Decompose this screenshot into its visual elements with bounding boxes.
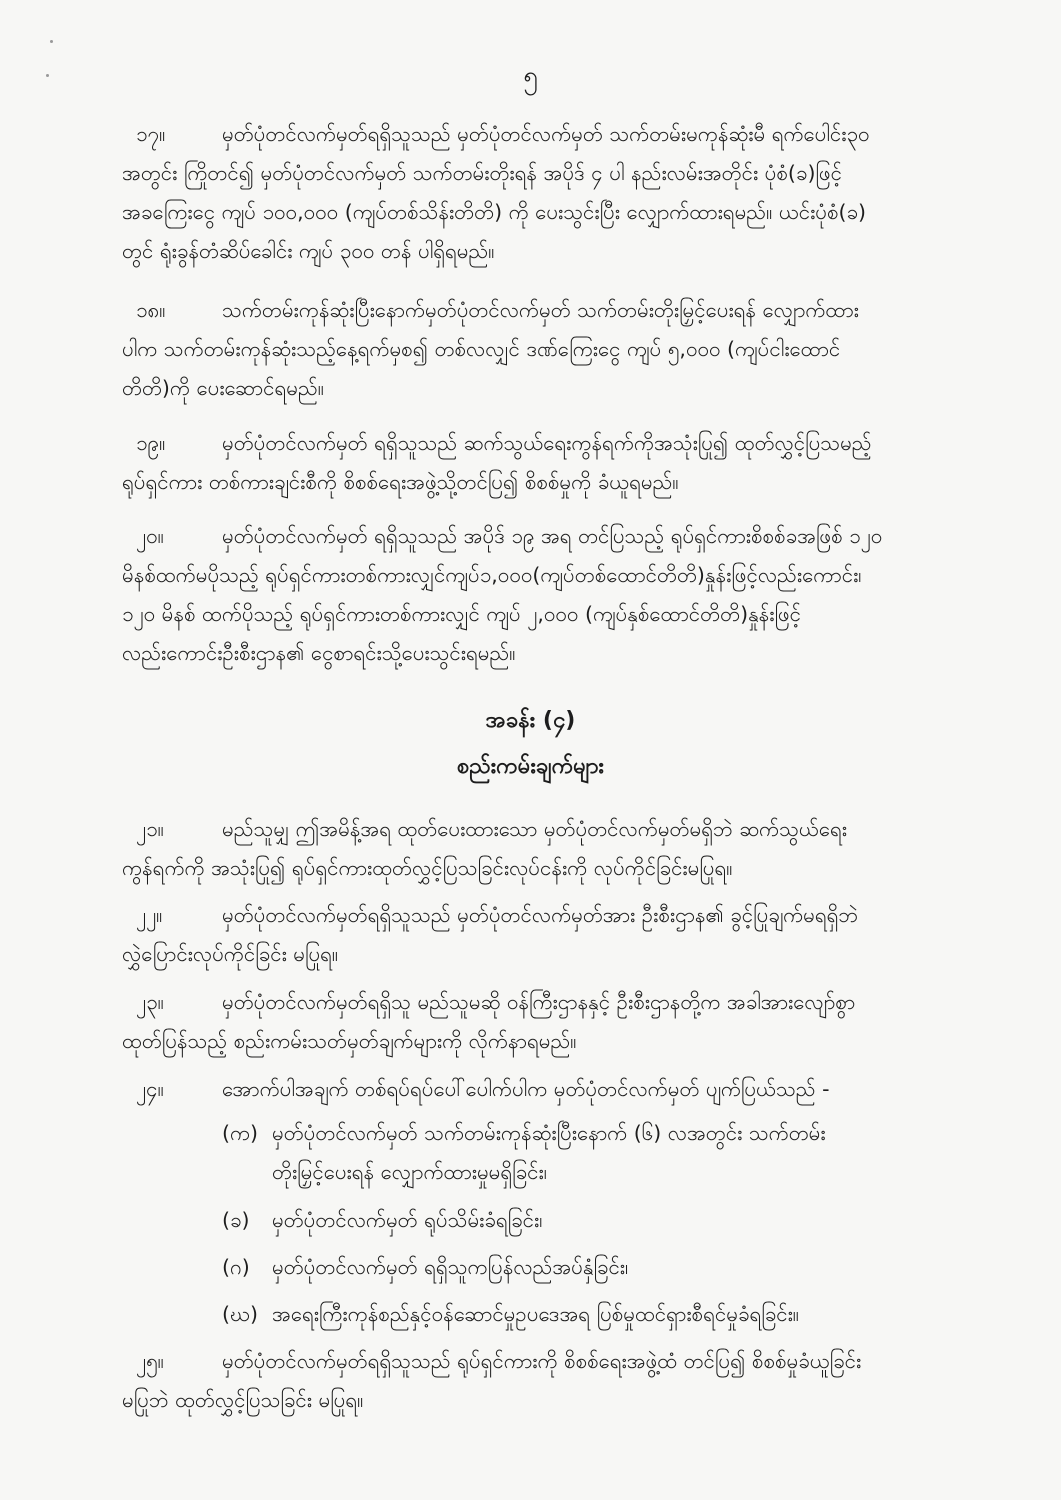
- section-number: ၂၀။: [136, 524, 164, 548]
- paragraph-line: ထုတ်ပြန်သည့် စည်းကမ်းသတ်မှတ်ချက်များကို လိုက်နာရမည်။: [122, 1029, 577, 1053]
- section-number: ၁၈။: [136, 298, 166, 322]
- paragraph-line: သက်တမ်းကုန်ဆုံးပြီးနောက်မှတ်ပုံတင်လက်မှတ် သက်တမ်းတိုးမြှင့်ပေးရန် လျှောက်ထား: [222, 298, 859, 322]
- list-item: တိုးမြှင့်ပေးရန် လျှောက်ထားမှုမရှိခြင်း၊: [272, 1160, 547, 1184]
- paragraph-line: မပြုဘဲ ထုတ်လွှင့်ပြသခြင်း မပြုရ။: [122, 1388, 364, 1412]
- paragraph-line: မှတ်ပုံတင်လက်မှတ်ရရှိသူသည် မှတ်ပုံတင်လက်မှတ်အား ဦးစီးဌာန၏ ခွင့်ပြုချက်မရရှိဘဲ: [222, 903, 859, 927]
- paragraph-line: မှတ်ပုံတင်လက်မှတ်ရရှိသူသည် မှတ်ပုံတင်လက်မှတ် သက်တမ်းမကုန်ဆုံးမီ ရက်ပေါင်း၃၀: [222, 122, 870, 146]
- chapter-title: အခန်း (၄): [485, 708, 576, 733]
- list-item: မှတ်ပုံတင်လက်မှတ် ရရှိသူကပြန်လည်အပ်နှံခြင်း၊: [272, 1255, 629, 1279]
- scan-speck: [50, 40, 53, 43]
- paragraph-line: ရုပ်ရှင်ကား တစ်ကားချင်းစီကို စိစစ်ရေးအဖွဲ့သို့တင်ပြ၍ စိစစ်မှုကို ခံယူရမည်။: [122, 470, 679, 494]
- list-marker: (ဃ): [222, 1302, 258, 1326]
- paragraph-line: မှတ်ပုံတင်လက်မှတ်ရရှိသူသည် ရုပ်ရှင်ကားကို စိစစ်ရေးအဖွဲ့ထံ တင်ပြ၍ စိစစ်မှုခံယူခြင်း: [222, 1349, 862, 1373]
- section-number: ၂၂။: [136, 903, 163, 927]
- section-number: ၁၉။: [136, 431, 166, 455]
- paragraph-line: အောက်ပါအချက် တစ်ရပ်ရပ်ပေါ်ပေါက်ပါက မှတ်ပုံတင်လက်မှတ် ပျက်ပြယ်သည် -: [222, 1077, 830, 1101]
- paragraph-line: မည်သူမျှ ဤအမိန့်အရ ထုတ်ပေးထားသော မှတ်ပုံတင်လက်မှတ်မရှိဘဲ ဆက်သွယ်ရေး: [222, 817, 847, 841]
- chapter-subtitle: စည်းကမ်းချက်များ: [457, 754, 604, 779]
- list-item: မှတ်ပုံတင်လက်မှတ် သက်တမ်းကုန်ဆုံးပြီးနောက် (၆) လအတွင်း သက်တမ်း: [272, 1121, 826, 1145]
- paragraph-line: မှတ်ပုံတင်လက်မှတ် ရရှိသူသည် ဆက်သွယ်ရေးကွန်ရက်ကိုအသုံးပြု၍ ထုတ်လွှင့်ပြသမည့်: [222, 431, 872, 455]
- paragraph-line: တိတိ)ကို ပေးဆောင်ရမည်။: [122, 376, 324, 400]
- section-number: ၂၃။: [136, 990, 164, 1014]
- list-marker: (ဂ): [222, 1255, 250, 1279]
- paragraph-line: မှတ်ပုံတင်လက်မှတ် ရရှိသူသည် အပိုဒ် ၁၉ အရ တင်ပြသည့် ရုပ်ရှင်ကားစိစစ်ခအဖြစ် ၁၂၀: [222, 524, 883, 548]
- section-number: ၂၅။: [136, 1349, 164, 1373]
- section-number: ၂၁။: [136, 817, 164, 841]
- list-item: အရေးကြီးကုန်စည်နှင့်ဝန်ဆောင်မှုဥပဒေအရ ပြစ်မှုထင်ရှားစီရင်မှုခံရခြင်း။: [272, 1302, 800, 1326]
- paragraph-line: ၁၂၀ မိနစ် ထက်ပိုသည့် ရုပ်ရှင်ကားတစ်ကားလျှင် ကျပ် ၂,၀၀၀ (ကျပ်နှစ်ထောင်တိတိ)နှုန်းဖြင့်: [122, 602, 802, 626]
- list-marker: (က): [222, 1121, 259, 1145]
- paragraph-line: ကွန်ရက်ကို အသုံးပြု၍ ရုပ်ရှင်ကားထုတ်လွှင့်ပြသခြင်းလုပ်ငန်းကို လုပ်ကိုင်ခြင်းမပြုရ။: [122, 856, 733, 880]
- section-number: ၂၄။: [136, 1077, 164, 1101]
- paragraph-line: ပါက သက်တမ်းကုန်ဆုံးသည့်နေ့ရက်မှစ၍ တစ်လလျှင် ဒဏ်ကြေးငွေ ကျပ် ၅,၀၀၀ (ကျပ်ငါးထောင်: [122, 337, 841, 361]
- paragraph-line: အခကြေးငွေ ကျပ် ၁၀၀,၀၀၀ (ကျပ်တစ်သိန်းတိတိ) ကို ပေးသွင်းပြီး လျှောက်ထားရမည်။ ယင်းပုံစံ(ခ): [122, 200, 867, 224]
- list-marker: (ခ): [222, 1208, 250, 1232]
- paragraph-line: လည်းကောင်းဦးစီးဌာန၏ ငွေစာရင်းသို့ပေးသွင်းရမည်။: [122, 641, 516, 665]
- paragraph-line: အတွင်း ကြိုတင်၍ မှတ်ပုံတင်လက်မှတ် သက်တမ်းတိုးရန် အပိုဒ် ၄ ပါ နည်းလမ်းအတိုင်း ပုံစံ(ခ)ဖြင့်: [122, 161, 842, 185]
- list-item: မှတ်ပုံတင်လက်မှတ် ရုပ်သိမ်းခံရခြင်း၊: [272, 1208, 543, 1232]
- page-number: ၅: [523, 61, 538, 91]
- paragraph-line: လွှဲပြောင်းလုပ်ကိုင်ခြင်း မပြုရ။: [122, 942, 339, 966]
- paragraph-line: မိနစ်ထက်မပိုသည့် ရုပ်ရှင်ကားတစ်ကားလျှင်ကျပ်၁,၀၀၀(ကျပ်တစ်ထောင်တိတိ)နှုန်းဖြင့်လည်းကောင်း၊: [122, 563, 862, 587]
- paragraph-line: မှတ်ပုံတင်လက်မှတ်ရရှိသူ မည်သူမဆို ဝန်ကြီးဌာနနှင့် ဦးစီးဌာနတို့က အခါအားလျော်စွာ: [222, 990, 856, 1014]
- section-number: ၁၇။: [136, 122, 166, 146]
- paragraph-line: တွင် ရုံးခွန်တံဆိပ်ခေါင်း ကျပ် ၃၀၀ တန် ပါရှိရမည်။: [122, 239, 495, 263]
